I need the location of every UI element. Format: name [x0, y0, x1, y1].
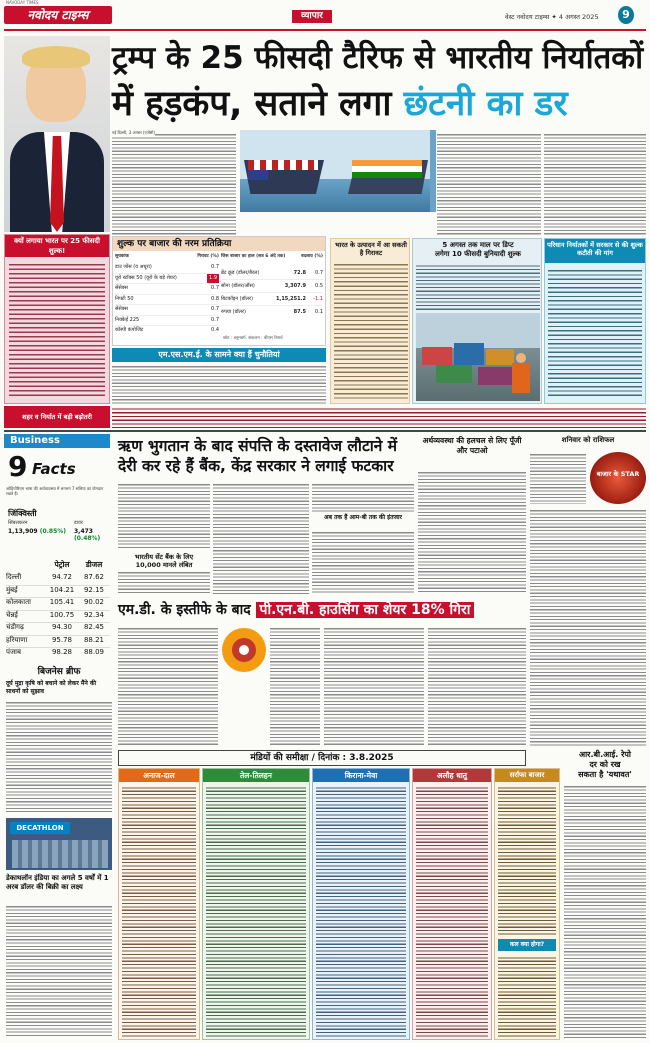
bank-col1b	[118, 570, 210, 594]
bank-col3b	[312, 530, 414, 594]
msme-text	[112, 364, 326, 404]
brief-text	[6, 700, 112, 814]
decathlon-text	[6, 904, 112, 1038]
why-tariff-box	[4, 234, 110, 404]
zodiac-text2	[530, 508, 646, 746]
masthead	[0, 0, 650, 34]
mandi-title: मंडियों की समीक्षा / दिनांक : 3.8.2025	[118, 750, 526, 766]
market-box-title: शुल्क पर बाजार की नरम प्रतिक्रिया	[113, 237, 325, 251]
port-box-title: 5 अगस्त तक माल पर डिप्ट	[442, 241, 514, 249]
pnb-headline	[118, 598, 526, 622]
zodiac-head: शनिवार को राशिफल	[561, 436, 615, 444]
index-stats-v2: 3,473 (0.48%)	[74, 528, 101, 542]
asset-list	[221, 267, 323, 318]
index-row: कॉस्पी कंपोजिट 0.4	[115, 327, 219, 333]
page-number: 9	[618, 6, 634, 24]
rbi-text	[564, 784, 646, 1038]
trump-photo	[4, 36, 110, 232]
index-stats-title: जिंक्विस्ती	[8, 509, 37, 518]
mandi-col-grain-title: अनाज-दाल	[119, 769, 199, 782]
facts-number: 9	[8, 450, 28, 483]
facts-text: ओहियोरियम भाषा की अर्थव्यवस्था में लगभग 7 सलिया का योगदान रखते हैं।	[6, 486, 104, 496]
brief-title: बिजनेस ब्रीफ	[37, 667, 81, 677]
masthead-rule	[4, 29, 646, 31]
story-column-3	[437, 132, 541, 236]
msme-bar: एम.एस.एम.ई. के सामने क्या हैं चुनौतियां	[112, 348, 326, 362]
market-col2-header: जिस बाजार का हाल (सत्र 6 अंदे तक) बदलाव (%)	[221, 254, 323, 259]
headline-line2-text: में हड़कंप, सताने लगा	[112, 84, 404, 124]
decathlon-head: डेकाथलॉन इंडिया का अगले 5 वर्षों में 1 अरब डॉलर की बिक्री का लक्ष्य	[6, 874, 109, 891]
zodiac-text1	[530, 452, 586, 504]
bank-sub2: 10,000 मानले लंबित	[135, 561, 193, 569]
headline-line2	[112, 82, 648, 126]
apparel-box-title: परिधान निर्यातकों में सरकार से की शुल्क कटौती की मांग	[545, 239, 645, 263]
index-stats-s2: डावर	[74, 520, 83, 526]
bank-col2	[213, 482, 309, 594]
fuel-table	[6, 560, 110, 661]
decathlon-image	[6, 818, 112, 870]
index-stats-v1: 1,13,909 (0.85%)	[8, 528, 67, 535]
mandi-col-metal-title: अलौह धातु	[413, 769, 491, 782]
index-row: सेंसेक्स 0.7	[115, 305, 219, 316]
pnb-col2	[270, 626, 320, 746]
fuel-row: चेन्नई 100.75 92.34	[6, 611, 110, 624]
bank-head1: ऋण भुगतान के बाद संपत्ति के दस्तावेज लौटाने में	[118, 437, 398, 455]
pnb-col3	[324, 626, 424, 746]
market-col1-header: सूचकांक गिरावट (%)	[115, 254, 219, 259]
ships-image	[240, 130, 432, 212]
port-box	[412, 238, 542, 404]
mandi-col-grocery-title: किराना-मेवा	[313, 769, 409, 782]
bank-head2: देरी कर रहे हैं बैंक, केंद्र सरकार ने लगाई फटकार	[118, 457, 394, 475]
asset-row: सोना (डॉलर/औंस) 0.5 3,307.9	[221, 280, 323, 293]
port-image	[416, 313, 540, 401]
bank-col1	[118, 482, 210, 550]
headline-highlight: छंटनी का डर	[403, 84, 568, 124]
apparel-box	[544, 238, 646, 404]
export-strip-label: शहर व निर्यात में बड़ी बढ़ोतरी	[4, 406, 110, 428]
port-box-title2: लगेगा 10 फीसदी बुनियादी शुल्क	[435, 250, 521, 258]
bank-col3	[312, 482, 414, 512]
mandi-col-bullion	[494, 768, 560, 1040]
rbi-head3: सकता है 'यथावत'	[578, 770, 632, 779]
fuel-row: चंडीगढ़ 94.30 82.45	[6, 623, 110, 636]
business-label: Business	[4, 434, 110, 448]
asset-row: रुपया (डॉलर) 0.1 87.5	[221, 309, 323, 315]
bank-sub1: भारतीय सेंट बैंक के लिए	[134, 553, 194, 561]
pnb-head1: एम.डी. के इस्तीफे के बाद	[118, 602, 256, 618]
mandi-col-bullion-title: सर्राफा बाजार	[495, 769, 559, 782]
zodiac-badge	[590, 452, 646, 504]
index-list	[115, 263, 219, 336]
index-row: डाउ जोंस (व अधूरा) 0.7	[115, 263, 219, 274]
why-tariff-title: क्यों लगाया भारत पर 25 फीसदी शुल्क!	[5, 235, 109, 257]
pnb-col4	[428, 626, 526, 746]
fuel-row: पंजाब 98.28 88.09	[6, 648, 105, 656]
index-stats	[4, 508, 114, 550]
production-box-title: भारत के उत्पादन में आ सकती है गिरावट	[335, 241, 407, 257]
rbi-head2: दर को रख	[589, 760, 621, 769]
index-row: यूरो स्टॉक्स 50 (यूरो के बड़े शेयर) 1.9	[115, 274, 219, 285]
pnb-head2: पी.एन.बी. हाउसिंग का शेयर 18% गिरा	[256, 602, 475, 618]
page-date: वेस्ट नवोदय टाइम्स ✦ 4 अगस्त 2025	[505, 13, 599, 21]
rbi-head	[564, 750, 646, 780]
bank-sub3: अब तक हैं आम-बी तक की इंतजार	[324, 514, 402, 521]
market-source: स्रोत : ब्लूमबर्ग, संकलन : बीएस रिसर्च	[223, 336, 283, 341]
zodiac-badge-label: बाजार के STAR	[596, 470, 640, 478]
ship-right-image	[430, 130, 436, 212]
pnb-col1	[118, 626, 218, 746]
facts-word: Facts	[32, 460, 76, 478]
masthead-tagline: NAVODAY TIMES	[6, 0, 39, 5]
mandi-col-oil	[202, 768, 310, 1040]
cal-box-title: कल क्या होगा?	[498, 939, 556, 951]
headline-line1: ट्रम्प के 25 फीसदी टैरिफ से भारतीय निर्यातकों	[112, 40, 644, 76]
section-tab: व्यापार	[292, 10, 332, 23]
fuel-header: पेट्रोल डीजल	[54, 560, 103, 569]
index-row: निक्केई 225 0.7	[115, 316, 219, 327]
intro-dateline: नई दिल्ली, 3 अगस्त (एजेंसी)	[112, 130, 155, 135]
index-stats-s1: सिंबलकरन	[8, 520, 28, 526]
mandi-col-oil-title: तेल-तिलहन	[203, 769, 309, 782]
mandi-col-metal	[412, 768, 492, 1040]
insurance-text	[418, 470, 526, 594]
fuel-row: मुंबई 104.21 92.15	[6, 586, 110, 599]
asset-row: बिटकॉइन (डॉलर) -1.1 1,15,251.2	[221, 293, 323, 306]
masthead-logo: नवोदय टाइम्स	[4, 6, 112, 24]
production-box	[330, 238, 410, 404]
index-row: निफ्टी 50 0.8	[115, 295, 219, 306]
rbi-head1: आर.बी.आई. रेपो	[579, 750, 631, 759]
fuel-row: कोलकाता 105.41 90.02	[6, 598, 110, 611]
market-box	[112, 236, 326, 346]
asset-row: ब्रेंट क्रूड (डॉलर/बैरल) 0.7 72.8	[221, 267, 323, 280]
mandi-col-grocery	[312, 768, 410, 1040]
index-row: सेंसेक्स 0.7	[115, 284, 219, 295]
fuel-row: हरियाणा 95.78 88.21	[6, 636, 110, 649]
story-column-4	[544, 132, 646, 236]
section-divider	[4, 430, 646, 432]
pnb-logo	[222, 628, 266, 672]
export-strip-text	[112, 406, 646, 428]
brief-head: दूर्घ मुद्रा कृषि को बचाने को लेकर मैंने की साधनों को सुझाव	[6, 680, 97, 695]
fuel-row: दिल्ली 94.72 87.62	[6, 573, 110, 586]
insurance-head: अर्थव्यवस्था की हलचल से लिए पूँजी और पटाओ	[422, 436, 522, 455]
mandi-col-grain	[118, 768, 200, 1040]
decathlon-logo: DECATHLON	[10, 822, 70, 834]
